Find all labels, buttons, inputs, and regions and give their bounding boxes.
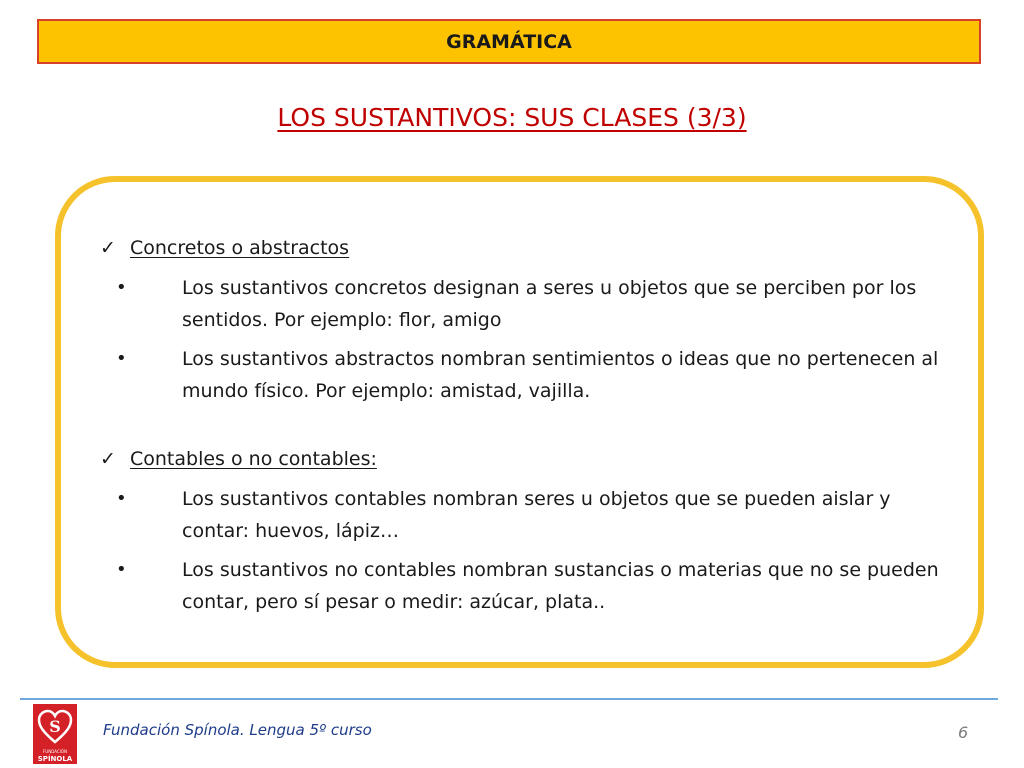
list-item-text: Los sustantivos no contables nombran sustancias o materias que no se pueden contar, pero sí pesar o medir: azúcar, plata.. — [182, 559, 939, 613]
header-banner — [37, 19, 981, 64]
heart-logo-icon — [33, 704, 77, 764]
list-item-text: Los sustantivos abstractos nombran sentimientos o ideas que no pertenecen al mundo físico. Por ejemplo: amistad, vajilla. — [182, 348, 939, 402]
list-item-text: Los sustantivos concretos designan a seres u objetos que se perciben por los sentidos. Por ejemplo: flor, amigo — [182, 277, 917, 331]
slide-title-text: LOS SUSTANTIVOS: SUS CLASES (3/3) — [277, 103, 747, 132]
slide-title — [0, 103, 1024, 132]
list-item — [116, 272, 950, 336]
fundacion-logo — [33, 704, 77, 764]
page-number: 6 — [958, 723, 969, 742]
svg-text:SPÍNOLA: SPÍNOLA — [37, 755, 73, 763]
svg-text:FUNDACIÓN: FUNDACIÓN — [42, 749, 68, 754]
section-heading — [100, 234, 950, 262]
banner-label: GRAMÁTICA — [446, 30, 572, 53]
bullet-icon: • — [116, 277, 127, 298]
list-item — [116, 343, 950, 407]
list-item-text: Los sustantivos contables nombran seres u objetos que se pueden aislar y contar: huevos, lápiz… — [182, 488, 891, 542]
checkmark-icon: ✓ — [100, 237, 116, 259]
list-item — [116, 554, 950, 618]
bullet-icon: • — [116, 559, 127, 580]
footer-divider — [20, 698, 998, 700]
section-heading-text: Contables o no contables: — [130, 448, 377, 470]
section-concretos — [100, 234, 950, 407]
bullet-icon: • — [116, 348, 127, 369]
svg-text:S: S — [49, 717, 61, 736]
footer-text: Fundación Spínola. Lengua 5º curso — [103, 721, 372, 739]
bullet-icon: • — [116, 488, 127, 509]
section-heading — [100, 445, 950, 473]
section-heading-text: Concretos o abstractos — [130, 237, 350, 259]
list-item — [116, 483, 950, 547]
section-contables — [100, 445, 950, 618]
checkmark-icon: ✓ — [100, 448, 116, 470]
